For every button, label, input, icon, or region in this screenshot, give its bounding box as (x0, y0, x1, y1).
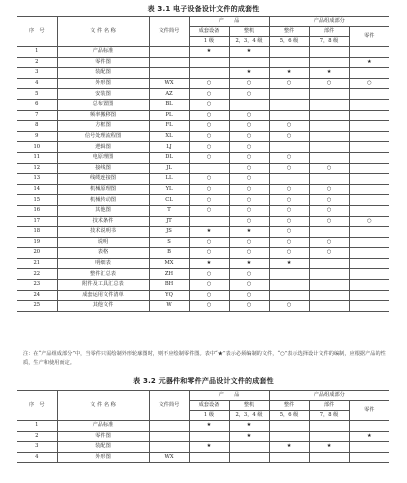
row-doc-code: LJ (149, 142, 189, 153)
row-mark: ○ (349, 78, 389, 89)
table1-caption: 表 3.1 电子设备设计文件的成套性 (147, 5, 260, 13)
row-doc-name: 装配图 (57, 68, 149, 79)
row-mark (349, 205, 389, 216)
row-mark (309, 421, 349, 432)
row-mark (309, 280, 349, 291)
row-mark (189, 452, 229, 463)
row-mark: ○ (189, 99, 229, 110)
row-mark (269, 174, 309, 185)
row-doc-code: AZ (149, 89, 189, 100)
row-mark (309, 89, 349, 100)
row-doc-code: ZH (149, 269, 189, 280)
row-mark (349, 184, 389, 195)
row-mark: ★ (309, 68, 349, 79)
header-piece: 零件 (349, 27, 389, 47)
t2-header-lv78: 7，8 级 (309, 411, 349, 421)
row-mark: ○ (189, 269, 229, 280)
row-doc-code: S (149, 237, 189, 248)
row-mark: ○ (189, 110, 229, 121)
row-mark: ○ (269, 152, 309, 163)
table1-note: 注：在“产品组成部分”中，当零件只需绘制外形轮廓图时，则不应绘制零件图。表中“★”表示必须编制的文件，“○”表示选择设计文件的编制，应根据产品的性质，生产和使用而定。 (23, 351, 386, 366)
row-mark (309, 452, 349, 463)
row-mark: ○ (189, 195, 229, 206)
row-mark (269, 421, 309, 432)
table-row (17, 78, 389, 89)
row-mark: ★ (349, 431, 389, 442)
t2-header-name: 文 件 名 称 (57, 391, 149, 421)
t2-header-unit: 整件 (269, 401, 309, 411)
row-doc-name: 产品标准 (57, 47, 149, 58)
row-number: 25 (17, 301, 57, 312)
row-doc-code (149, 421, 189, 432)
row-mark (309, 269, 349, 280)
row-mark: ★ (189, 258, 229, 269)
row-mark: ○ (309, 195, 349, 206)
row-mark: ○ (269, 248, 309, 259)
row-mark: ★ (189, 421, 229, 432)
row-mark: ○ (189, 205, 229, 216)
row-number: 7 (17, 110, 57, 121)
t2-header-component: 部件 (309, 401, 349, 411)
row-number: 3 (17, 68, 57, 79)
row-number: 14 (17, 184, 57, 195)
row-doc-code: MX (149, 258, 189, 269)
row-doc-code (149, 57, 189, 68)
table-row (17, 110, 389, 121)
row-mark (349, 152, 389, 163)
t2-header-code: 文件简号 (149, 391, 189, 421)
table-row (17, 57, 389, 68)
row-mark: ★ (189, 227, 229, 238)
row-mark: ○ (309, 248, 349, 259)
row-number: 16 (17, 205, 57, 216)
row-doc-code: YL (149, 184, 189, 195)
row-mark (269, 47, 309, 58)
row-mark: ○ (189, 142, 229, 153)
row-mark: ★ (189, 47, 229, 58)
row-doc-code: BL (149, 99, 189, 110)
row-mark: ○ (229, 174, 269, 185)
row-mark: ○ (229, 142, 269, 153)
row-mark: ○ (229, 290, 269, 301)
t2-header-complete: 成套设备 (189, 401, 229, 411)
row-mark (349, 68, 389, 79)
row-mark: ○ (229, 184, 269, 195)
table1 (17, 16, 389, 312)
header-product: 产 品 (189, 17, 269, 27)
row-doc-name: 机械传动图 (57, 195, 149, 206)
row-mark (349, 110, 389, 121)
table-row (17, 195, 389, 206)
row-doc-name: 装配图 (57, 442, 149, 453)
table-row (17, 227, 389, 238)
row-mark (309, 131, 349, 142)
row-mark: ○ (189, 121, 229, 132)
row-doc-name: 其他文件 (57, 301, 149, 312)
row-mark (349, 442, 389, 453)
table-row (17, 216, 389, 227)
row-mark: ★ (229, 68, 269, 79)
row-doc-name: 电原理图 (57, 152, 149, 163)
row-mark: ★ (229, 47, 269, 58)
row-doc-code: JT (149, 216, 189, 227)
row-mark: ○ (229, 216, 269, 227)
row-mark: ○ (269, 121, 309, 132)
row-mark: ★ (349, 57, 389, 68)
row-mark (189, 431, 229, 442)
row-mark (309, 431, 349, 442)
row-mark: ○ (189, 78, 229, 89)
t2-header-product: 产 品 (189, 391, 269, 401)
row-number: 20 (17, 248, 57, 259)
row-number: 8 (17, 121, 57, 132)
row-number: 1 (17, 47, 57, 58)
row-number: 24 (17, 290, 57, 301)
row-doc-code: FL (149, 121, 189, 132)
row-mark (349, 421, 389, 432)
table-row (17, 174, 389, 185)
row-mark (349, 47, 389, 58)
row-mark: ○ (349, 216, 389, 227)
row-mark (229, 452, 269, 463)
table-row (17, 163, 389, 174)
row-mark (309, 290, 349, 301)
table-row (17, 131, 389, 142)
row-mark: ○ (229, 248, 269, 259)
row-doc-code: WX (149, 78, 189, 89)
row-mark (269, 142, 309, 153)
row-mark: ○ (309, 78, 349, 89)
row-doc-code: JS (149, 227, 189, 238)
row-mark: ○ (189, 174, 229, 185)
row-mark: ○ (229, 205, 269, 216)
row-mark (189, 68, 229, 79)
row-mark (309, 227, 349, 238)
row-number: 12 (17, 163, 57, 174)
table-row (17, 237, 389, 248)
table-row (17, 248, 389, 259)
row-mark (269, 431, 309, 442)
row-mark (309, 174, 349, 185)
row-mark: ★ (269, 68, 309, 79)
t2-header-piece: 零件 (349, 401, 389, 421)
row-doc-code: W (149, 301, 189, 312)
row-doc-name: 明细表 (57, 258, 149, 269)
table-row (17, 280, 389, 291)
header-machine: 整机 (229, 27, 269, 37)
row-mark (189, 216, 229, 227)
table-row (17, 442, 389, 453)
row-mark (349, 248, 389, 259)
row-number: 15 (17, 195, 57, 206)
row-mark (349, 131, 389, 142)
row-mark (349, 174, 389, 185)
row-mark (349, 99, 389, 110)
header-code: 文件简号 (149, 17, 189, 47)
row-mark: ○ (309, 184, 349, 195)
row-mark: ○ (229, 195, 269, 206)
t2-header-machine: 整机 (229, 401, 269, 411)
row-doc-name: 总布置图 (57, 99, 149, 110)
row-number: 23 (17, 280, 57, 291)
table-row (17, 142, 389, 153)
table-row (17, 205, 389, 216)
table-row (17, 269, 389, 280)
row-number: 19 (17, 237, 57, 248)
row-doc-code: XL (149, 131, 189, 142)
row-mark: ○ (269, 131, 309, 142)
t2-header-lv1: 1 级 (189, 411, 229, 421)
row-mark: ○ (309, 237, 349, 248)
row-mark (269, 290, 309, 301)
header-lv56: 5，6 级 (269, 37, 309, 47)
row-mark: ○ (269, 301, 309, 312)
row-doc-name: 其他图 (57, 205, 149, 216)
row-mark (349, 290, 389, 301)
row-mark: ○ (229, 78, 269, 89)
row-doc-name: 说明 (57, 237, 149, 248)
row-mark: ○ (189, 131, 229, 142)
row-mark (269, 89, 309, 100)
row-doc-code: T (149, 205, 189, 216)
row-mark: ○ (229, 269, 269, 280)
row-mark (269, 99, 309, 110)
row-mark: ○ (269, 78, 309, 89)
table-row (17, 421, 389, 432)
table2-caption: 表 3.2 元器件和零件产品设计文件的成套性 (133, 377, 274, 385)
row-doc-name: 机械原理图 (57, 184, 149, 195)
row-mark: ○ (189, 280, 229, 291)
row-mark (309, 152, 349, 163)
table-row (17, 68, 389, 79)
row-mark (269, 452, 309, 463)
row-doc-name: 技术说明书 (57, 227, 149, 238)
row-mark: ○ (269, 184, 309, 195)
row-doc-name: 外形图 (57, 78, 149, 89)
row-mark (349, 142, 389, 153)
row-mark: ○ (189, 248, 229, 259)
row-doc-code: CL (149, 195, 189, 206)
row-mark (349, 89, 389, 100)
row-number: 9 (17, 131, 57, 142)
row-mark: ○ (229, 131, 269, 142)
header-seq: 序 号 (17, 17, 57, 47)
table2 (17, 390, 389, 463)
row-mark (349, 121, 389, 132)
table-row (17, 121, 389, 132)
header-name: 文 件 名 称 (57, 17, 149, 47)
row-doc-name: 方框图 (57, 121, 149, 132)
row-mark (229, 57, 269, 68)
row-mark: ★ (229, 431, 269, 442)
table-row (17, 152, 389, 163)
row-doc-code (149, 68, 189, 79)
row-doc-name: 技术条件 (57, 216, 149, 227)
row-doc-code: BH (149, 280, 189, 291)
row-number: 11 (17, 152, 57, 163)
row-number: 21 (17, 258, 57, 269)
row-mark: ○ (189, 184, 229, 195)
row-mark: ○ (309, 216, 349, 227)
row-doc-name: 频率搬移图 (57, 110, 149, 121)
row-doc-name: 信号处理流程图 (57, 131, 149, 142)
row-mark (309, 258, 349, 269)
row-doc-name: 整件汇总表 (57, 269, 149, 280)
table-row (17, 431, 389, 442)
row-doc-name: 零件图 (57, 57, 149, 68)
row-mark: ★ (269, 258, 309, 269)
row-mark (309, 301, 349, 312)
row-number: 3 (17, 442, 57, 453)
row-mark (309, 121, 349, 132)
header-unit: 整件 (269, 27, 309, 37)
row-mark: ○ (229, 110, 269, 121)
header-component: 部件 (309, 27, 349, 37)
row-mark: ○ (189, 301, 229, 312)
row-mark: ★ (229, 421, 269, 432)
row-mark: ★ (229, 227, 269, 238)
row-doc-code (149, 47, 189, 58)
row-mark: ○ (189, 290, 229, 301)
table-row (17, 301, 389, 312)
row-mark: ○ (229, 163, 269, 174)
table-row (17, 290, 389, 301)
row-doc-code: B (149, 248, 189, 259)
row-mark (349, 452, 389, 463)
t2-header-lv234: 2，3，4 级 (229, 411, 269, 421)
row-number: 22 (17, 269, 57, 280)
row-mark (269, 110, 309, 121)
row-mark: ★ (189, 442, 229, 453)
row-mark: ○ (229, 280, 269, 291)
row-mark (309, 110, 349, 121)
row-mark: ○ (309, 163, 349, 174)
row-mark (309, 47, 349, 58)
row-mark: ○ (229, 152, 269, 163)
row-doc-code: DL (149, 152, 189, 163)
row-mark: ○ (269, 163, 309, 174)
row-mark: ○ (229, 237, 269, 248)
table-row (17, 89, 389, 100)
table-row (17, 452, 389, 463)
row-mark (349, 237, 389, 248)
row-mark (309, 142, 349, 153)
row-mark (349, 227, 389, 238)
row-doc-code (149, 442, 189, 453)
row-number: 18 (17, 227, 57, 238)
row-mark: ○ (229, 121, 269, 132)
row-number: 4 (17, 452, 57, 463)
row-number: 6 (17, 99, 57, 110)
row-doc-name: 线缆连接图 (57, 174, 149, 185)
row-doc-code: LL (149, 174, 189, 185)
header-lv1: 1 级 (189, 37, 229, 47)
header-part: 产品组成部分 (269, 17, 389, 27)
table-row (17, 99, 389, 110)
row-mark (229, 99, 269, 110)
row-mark: ○ (309, 205, 349, 216)
row-doc-name: 表格 (57, 248, 149, 259)
row-mark: ○ (189, 237, 229, 248)
row-mark: ○ (189, 152, 229, 163)
row-mark (269, 57, 309, 68)
row-mark (269, 269, 309, 280)
row-number: 17 (17, 216, 57, 227)
row-doc-code: PL (149, 110, 189, 121)
row-mark: ○ (269, 237, 309, 248)
row-mark (229, 442, 269, 453)
row-doc-name: 外形图 (57, 452, 149, 463)
row-doc-code: YQ (149, 290, 189, 301)
row-doc-name: 成套运用文件清单 (57, 290, 149, 301)
row-number: 1 (17, 421, 57, 432)
row-doc-name: 接线图 (57, 163, 149, 174)
row-number: 13 (17, 174, 57, 185)
row-mark: ○ (269, 205, 309, 216)
t2-header-part: 产品组成部分 (269, 391, 389, 401)
row-doc-code: JL (149, 163, 189, 174)
row-mark (349, 269, 389, 280)
row-doc-name: 逻辑图 (57, 142, 149, 153)
row-mark (349, 163, 389, 174)
t2-header-lv56: 5，6 级 (269, 411, 309, 421)
row-doc-code: WX (149, 452, 189, 463)
t2-header-seq: 序 号 (17, 391, 57, 421)
row-mark: ○ (189, 89, 229, 100)
row-number: 10 (17, 142, 57, 153)
row-mark (349, 195, 389, 206)
row-mark: ★ (229, 258, 269, 269)
table-row (17, 184, 389, 195)
row-number: 4 (17, 78, 57, 89)
row-mark (189, 163, 229, 174)
row-mark: ○ (269, 216, 309, 227)
row-mark (309, 57, 349, 68)
table-row (17, 47, 389, 58)
row-mark: ★ (269, 442, 309, 453)
row-mark: ★ (309, 442, 349, 453)
row-mark: ○ (269, 227, 309, 238)
row-mark: ○ (229, 89, 269, 100)
row-mark (349, 301, 389, 312)
row-mark (309, 99, 349, 110)
row-number: 5 (17, 89, 57, 100)
row-mark (269, 280, 309, 291)
row-mark (349, 258, 389, 269)
row-mark: ○ (229, 301, 269, 312)
row-doc-name: 产品标准 (57, 421, 149, 432)
row-doc-name: 安装图 (57, 89, 149, 100)
row-mark (349, 280, 389, 291)
row-doc-name: 零件图 (57, 431, 149, 442)
row-doc-code (149, 431, 189, 442)
header-complete: 成套设备 (189, 27, 229, 37)
row-doc-name: 附件及工具汇总表 (57, 280, 149, 291)
header-lv234: 2，3，4 级 (229, 37, 269, 47)
row-number: 2 (17, 57, 57, 68)
row-mark (189, 57, 229, 68)
row-number: 2 (17, 431, 57, 442)
row-mark: ○ (269, 195, 309, 206)
header-lv78: 7，8 级 (309, 37, 349, 47)
table-row (17, 258, 389, 269)
